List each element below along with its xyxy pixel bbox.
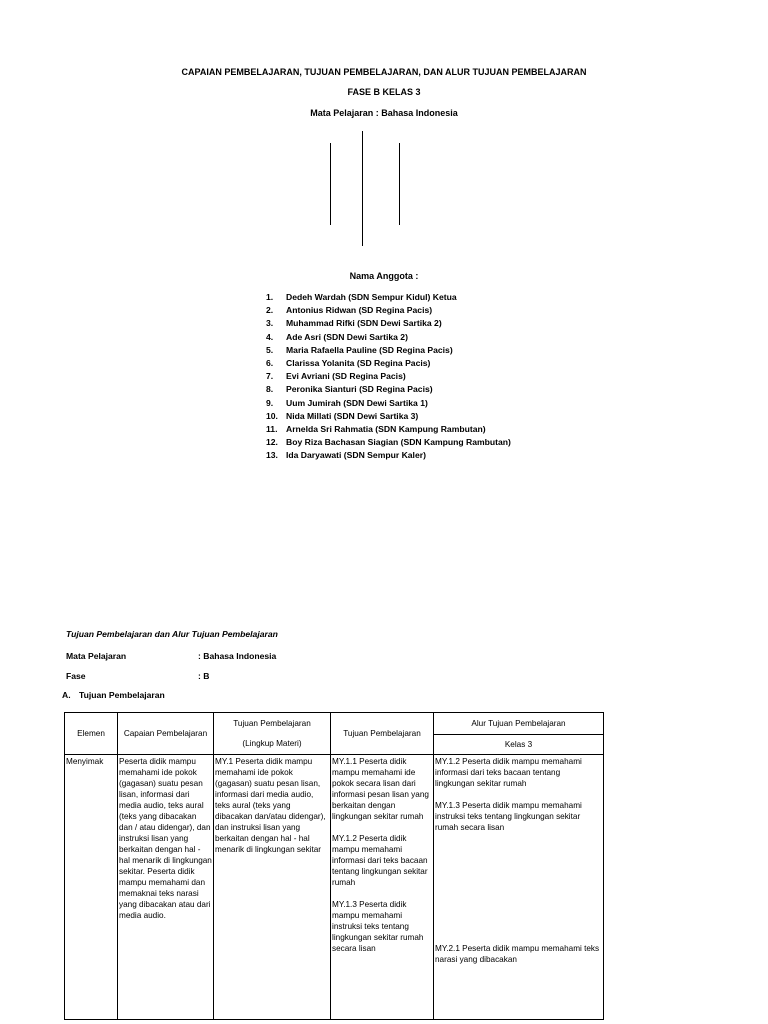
phase-heading: FASE B KELAS 3 [347, 87, 421, 97]
list-item: 10. Nida Millati (SDN Dewi Sartika 3) [266, 410, 419, 421]
list-item: 6. Clarissa Yolanita (SD Regina Pacis) [266, 357, 431, 368]
phase-label: Fase [66, 671, 86, 681]
learning-objectives-table [64, 712, 604, 1020]
table-row [65, 755, 604, 1020]
decorative-line-left [330, 143, 331, 225]
list-item: 3. Muhammad Rifki (SDN Dewi Sartika 2) [266, 318, 442, 329]
subsection-title: Tujuan Pembelajaran [79, 690, 165, 700]
decorative-line-right [399, 143, 400, 225]
cell-tujuan: MY.1.1 Peserta didik mampu memahami ide pokok secara lisan dari informasi pesan lisan yang berkaitan dengan lingkungan sekitar rumah MY.1.2 Peserta didik mampu memahami informasi dari teks bacaan tentang lingkungan sekitar rumah MY.1.3 Peserta didik mampu memahami instruksi teks tentang lingkungan sekitar rumah secara lisan [331, 755, 434, 1020]
header-alur: Alur Tujuan Pembelajaran [434, 713, 604, 735]
decorative-line-center [362, 131, 363, 246]
list-item: 9. Uum Jumirah (SDN Dewi Sartika 1) [266, 397, 428, 408]
list-item: 13. Ida Daryawati (SDN Sempur Kaler) [266, 450, 426, 461]
list-item: 4. Ade Asri (SDN Dewi Sartika 2) [266, 331, 408, 342]
cell-capaian: Peserta didik mampu memahami ide pokok (gagasan) suatu pesan lisan, informasi dari media audio, teks aural (teks yang dibacakan dan / atau didengar), dan instruksi lisan yang berkaitan dengan hal - hal menarik di lingkungan sekitar. Peserta didik mampu memahami dan memaknai teks narasi yang dibacakan atau dari media audio. [118, 755, 214, 1020]
header-kelas: Kelas 3 [434, 735, 604, 755]
subsection-letter: A. [62, 690, 71, 700]
subject-label: Mata Pelajaran [66, 651, 127, 661]
header-capaian: Capaian Pembelajaran [118, 713, 214, 755]
members-list [266, 291, 511, 462]
cell-alur: MY.1.2 Peserta didik mampu memahami informasi dari teks bacaan tentang lingkungan sekitar rumah MY.1.3 Peserta didik mampu memahami instruksi teks tentang lingkungan sekitar rumah secara lisan MY.2.1 Peserta didik mampu memahami teks narasi yang dibacakan [434, 755, 604, 1020]
header-tujuan: Tujuan Pembelajaran [331, 713, 434, 755]
cell-lingkup: MY.1 Peserta didik mampu memahami ide pokok (gagasan) suatu pesan lisan, informasi dari media audio, teks aural (teks yang dibacakan dan/atau didengar), dan instruksi lisan yang berkaitan dengan hal - hal menarik di lingkungan sekitar [214, 755, 331, 1020]
subject-heading: Mata Pelajaran : Bahasa Indonesia [310, 108, 458, 118]
document-title: CAPAIAN PEMBELAJARAN, TUJUAN PEMBELAJARAN, DAN ALUR TUJUAN PEMBELAJARAN [181, 67, 587, 77]
header-elemen: Elemen [65, 713, 118, 755]
list-item: 12. Boy Riza Bachasan Siagian (SDN Kampung Rambutan) [266, 437, 511, 448]
members-heading: Nama Anggota : [349, 271, 419, 281]
subject-value: : Bahasa Indonesia [198, 651, 277, 661]
list-item: 8. Peronika Sianturi (SD Regina Pacis) [266, 384, 433, 395]
list-item: 1. Dedeh Wardah (SDN Sempur Kidul) Ketua [266, 292, 457, 302]
phase-value: : B [198, 671, 210, 681]
header-lingkup-materi: Tujuan Pembelajaran (Lingkup Materi) [214, 713, 331, 755]
cell-elemen: Menyimak [65, 755, 118, 1020]
section-title: Tujuan Pembelajaran dan Alur Tujuan Pembelajaran [66, 629, 278, 639]
list-item: 7. Evi Avriani (SD Regina Pacis) [266, 371, 406, 382]
list-item: 11. Arnelda Sri Rahmatia (SDN Kampung Rambutan) [266, 423, 486, 434]
list-item: 5. Maria Rafaella Pauline (SD Regina Pacis) [266, 344, 453, 355]
list-item: 2. Antonius Ridwan (SD Regina Pacis) [266, 305, 433, 316]
